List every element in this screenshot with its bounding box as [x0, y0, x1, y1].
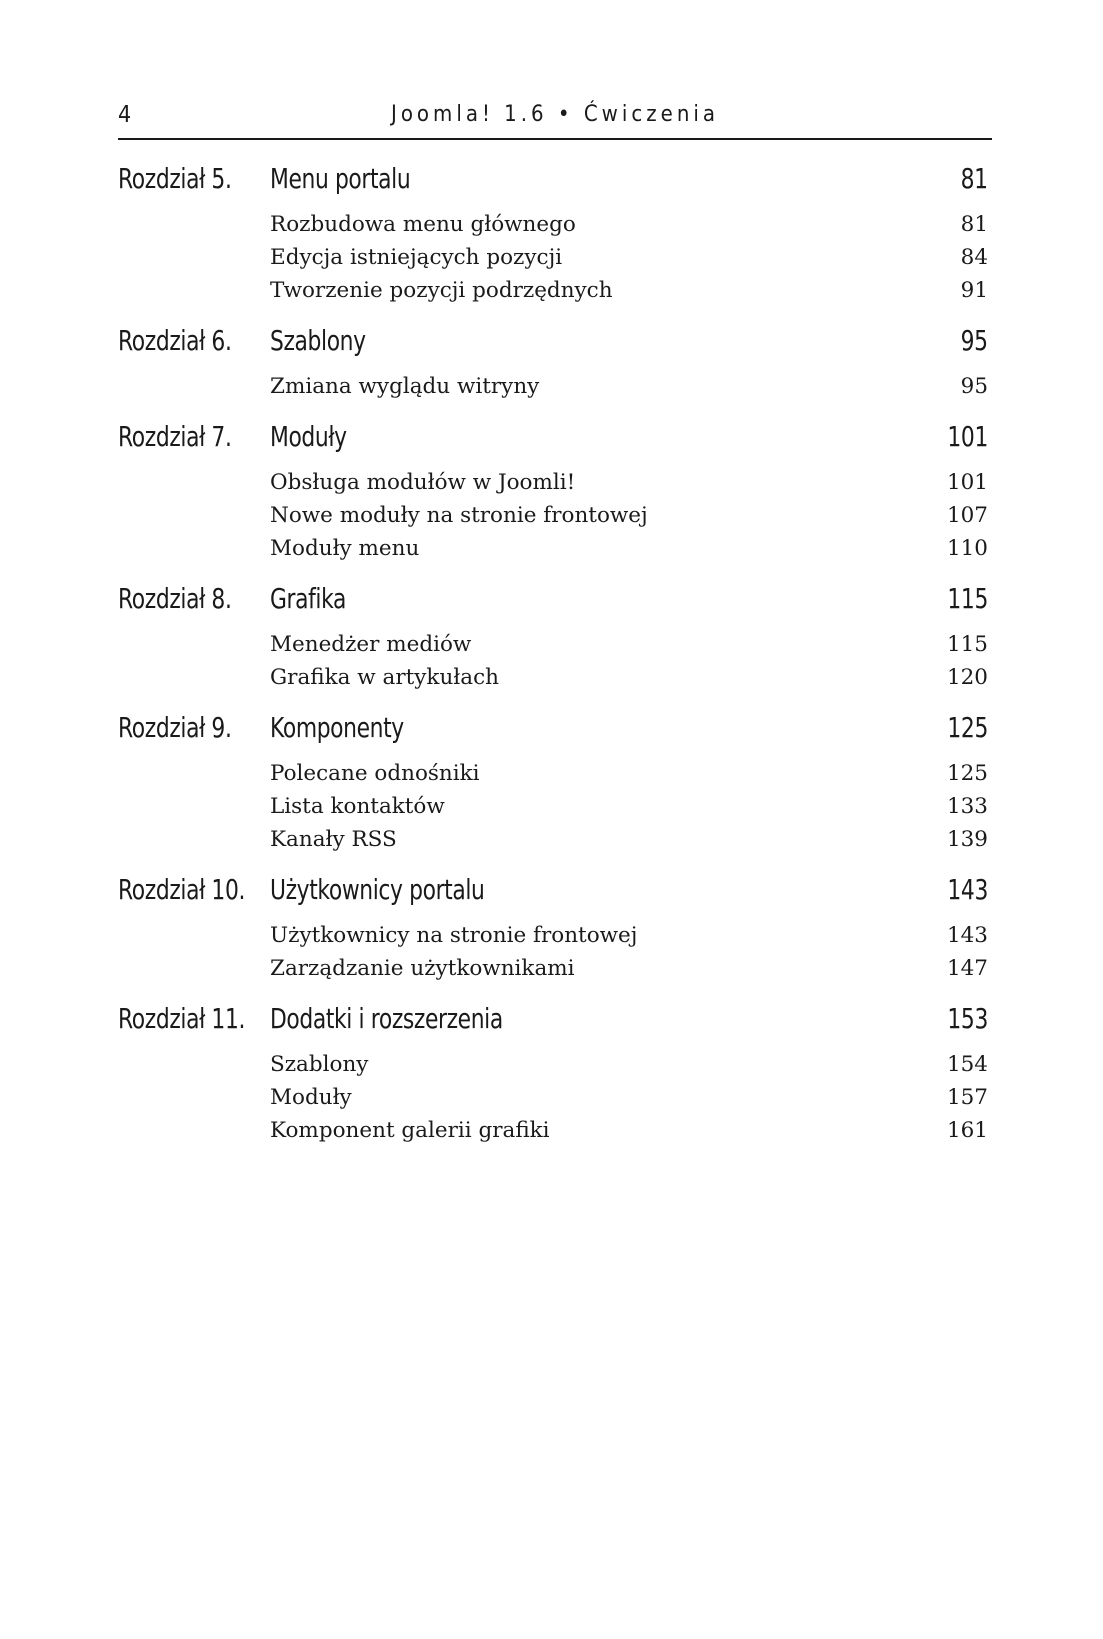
section-entry — [118, 502, 988, 535]
chapter-page-number: 153 — [947, 1002, 988, 1035]
section-entry — [118, 664, 988, 697]
section-list — [118, 469, 988, 568]
section-title: Polecane odnośniki — [270, 761, 480, 786]
section-page-number: 110 — [946, 536, 988, 561]
chapter-entry — [118, 572, 988, 697]
chapter-title: Komponenty — [270, 711, 404, 744]
section-title: Lista kontaktów — [270, 794, 445, 819]
section-page-number: 115 — [946, 632, 988, 657]
chapter-heading-row — [118, 863, 988, 919]
section-page-number: 125 — [946, 761, 988, 786]
section-title: Zmiana wyglądu witryny — [270, 374, 540, 399]
chapter-entry — [118, 863, 988, 988]
section-page-number: 161 — [946, 1118, 988, 1143]
section-entry — [118, 793, 988, 826]
chapter-title: Użytkownicy portalu — [270, 873, 485, 906]
chapter-entry — [118, 314, 988, 406]
section-entry — [118, 277, 988, 310]
section-page-number: 133 — [946, 794, 988, 819]
section-page-number: 143 — [946, 923, 988, 948]
chapter-label: Rozdział 8. — [118, 582, 232, 615]
chapter-entry — [118, 992, 988, 1150]
section-page-number: 157 — [946, 1085, 988, 1110]
section-entry — [118, 1084, 988, 1117]
chapter-heading-row — [118, 701, 988, 757]
chapter-entry — [118, 152, 988, 310]
section-page-number: 154 — [946, 1052, 988, 1077]
page-number: 4 — [118, 102, 132, 128]
section-list — [118, 373, 988, 406]
section-title: Obsługa modułów w Joomli! — [270, 470, 576, 495]
chapter-page-number: 95 — [960, 324, 988, 357]
section-page-number: 91 — [960, 278, 988, 303]
chapter-heading-row — [118, 410, 988, 466]
section-list — [118, 211, 988, 310]
section-title: Moduły menu — [270, 536, 420, 561]
section-title: Kanały RSS — [270, 827, 397, 852]
chapter-page-number: 115 — [947, 582, 988, 615]
chapter-heading-row — [118, 152, 988, 208]
table-of-contents — [118, 152, 988, 1154]
section-title: Rozbudowa menu głównego — [270, 212, 576, 237]
section-title: Menedżer mediów — [270, 632, 472, 657]
running-title: Joomla! 1.6 • Ćwiczenia — [390, 102, 720, 127]
chapter-title: Dodatki i rozszerzenia — [270, 1002, 503, 1035]
section-page-number: 107 — [946, 503, 988, 528]
chapter-page-number: 81 — [960, 162, 988, 195]
section-title: Moduły — [270, 1085, 352, 1110]
section-title: Tworzenie pozycji podrzędnych — [270, 278, 613, 303]
section-title: Nowe moduły na stronie frontowej — [270, 503, 648, 528]
section-entry — [118, 211, 988, 244]
section-entry — [118, 373, 988, 406]
section-entry — [118, 1117, 988, 1150]
chapter-title: Moduły — [270, 420, 347, 453]
chapter-title: Grafika — [270, 582, 346, 615]
section-title: Edycja istniejących pozycji — [270, 245, 563, 270]
chapter-page-number: 125 — [947, 711, 988, 744]
section-entry — [118, 760, 988, 793]
running-header — [118, 96, 992, 140]
section-page-number: 101 — [946, 470, 988, 495]
chapter-label: Rozdział 5. — [118, 162, 232, 195]
chapter-label: Rozdział 9. — [118, 711, 232, 744]
section-page-number: 95 — [960, 374, 988, 399]
section-entry — [118, 631, 988, 664]
chapter-label: Rozdział 6. — [118, 324, 232, 357]
section-title: Komponent galerii grafiki — [270, 1118, 550, 1143]
section-page-number: 120 — [946, 665, 988, 690]
chapter-label: Rozdział 7. — [118, 420, 232, 453]
chapter-heading-row — [118, 992, 988, 1048]
chapter-entry — [118, 410, 988, 568]
chapter-label: Rozdział 11. — [118, 1002, 246, 1035]
section-title: Grafika w artykułach — [270, 665, 499, 690]
section-page-number: 84 — [960, 245, 988, 270]
section-page-number: 81 — [960, 212, 988, 237]
section-list — [118, 922, 988, 988]
chapter-title: Szablony — [270, 324, 366, 357]
section-entry — [118, 1051, 988, 1084]
chapter-heading-row — [118, 572, 988, 628]
section-entry — [118, 922, 988, 955]
chapter-page-number: 143 — [947, 873, 988, 906]
chapter-entry — [118, 701, 988, 859]
chapter-heading-row — [118, 314, 988, 370]
section-list — [118, 631, 988, 697]
section-title: Użytkownicy na stronie frontowej — [270, 923, 638, 948]
section-title: Szablony — [270, 1052, 369, 1077]
chapter-page-number: 101 — [947, 420, 988, 453]
section-entry — [118, 826, 988, 859]
chapter-title: Menu portalu — [270, 162, 411, 195]
section-page-number: 147 — [946, 956, 988, 981]
section-entry — [118, 244, 988, 277]
section-entry — [118, 535, 988, 568]
section-list — [118, 1051, 988, 1150]
section-title: Zarządzanie użytkownikami — [270, 956, 575, 981]
section-list — [118, 760, 988, 859]
chapter-label: Rozdział 10. — [118, 873, 246, 906]
section-entry — [118, 955, 988, 988]
section-entry — [118, 469, 988, 502]
section-page-number: 139 — [946, 827, 988, 852]
